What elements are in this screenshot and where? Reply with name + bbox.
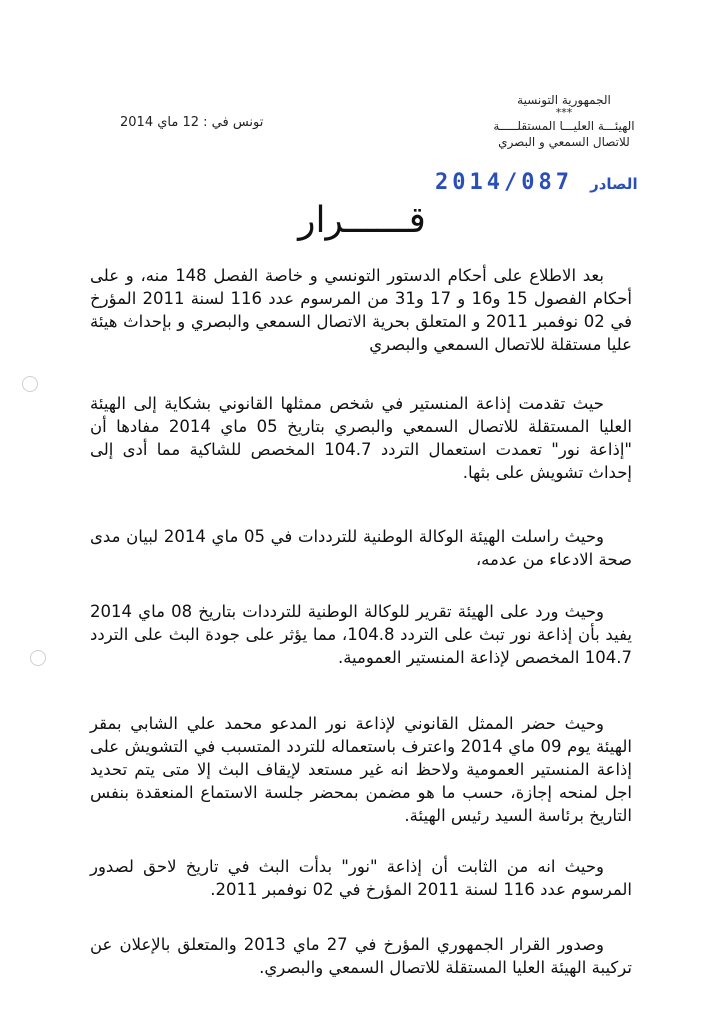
republic-name: الجمهورية التونسية — [517, 93, 611, 107]
authority-name-line2: للاتصال السمعي و البصري — [498, 135, 630, 149]
authority-name-line1: الهيئـــة العليـــا المستقلـــــة — [493, 119, 635, 133]
paragraph: بعد الاطلاع على أحكام الدستور التونسي و خاصة الفصل 148 منه، و على أحكام الفصول 15 و16 و 17 و31 من المرسوم عدد 116 لسنة 2011 المؤرخ في 02 نوفمبر 2011 و المتعلق بحرية الاتصال السمعي والبصري و بإحداث هيئة عليا مستقلة للاتصال السمعي والبصري — [90, 266, 633, 354]
paragraph-legal-basis — [90, 264, 632, 356]
paragraph: وحيث انه من الثابت أن إذاعة "نور" بدأت البث في تاريخ لاحق لصدور المرسوم عدد 116 لسنة 2011 المؤرخ في 02 نوفمبر 2011. — [90, 857, 632, 899]
stamp-label: الصادر — [590, 175, 638, 193]
paragraph-hearing — [90, 712, 632, 827]
paragraph-broadcast-start — [90, 855, 632, 901]
punch-hole-top — [22, 376, 38, 392]
stamp-number: 2014/087 — [435, 170, 573, 195]
paragraph-complaint — [90, 392, 632, 484]
paragraph: وحيث راسلت الهيئة الوكالة الوطنية للترددات في 05 ماي 2014 لبيان مدى صحة الادعاء من عدمه، — [90, 527, 632, 569]
paragraph: حيث تقدمت إذاعة المنستير في شخص ممثلها القانوني بشكاية إلى الهيئة العليا المستقلة للاتصال السمعي والبصري بتاريخ 05 ماي 2014 مفادها أن "إذاعة نور" تعمدت استعمال التردد 104.7 المخصص للشاكية مما أدى إلى إحداث تشويش على بثها. — [90, 394, 632, 482]
paragraph: وصدور القرار الجمهوري المؤرخ في 27 ماي 2013 والمتعلق بالإعلان عن تركيبة الهيئة العليا المستقلة للاتصال السمعي والبصري. — [90, 935, 632, 977]
paragraph-agency-contact — [90, 525, 632, 571]
letterhead — [464, 92, 664, 150]
punch-hole-bottom — [30, 650, 46, 666]
paragraph-agency-report — [90, 600, 632, 669]
paragraph: وحيث حضر الممثل القانوني لإذاعة نور المدعو محمد علي الشابي بمقر الهيئة يوم 09 ماي 2014 واعترف باستعماله للتردد المتسبب في التشويش على إذاعة المنستير العمومية ولاحظ انه غير مستعد لإيقاف البث إلا متى يتم تحديد اجل لمنحه إجازة، حسب ما هو مضمن بمحضر جلسة الاستماع المنعقدة بنفس التاريخ برئاسة السيد رئيس الهيئة. — [90, 714, 632, 825]
date-line: تونس في : 12 ماي 2014 — [120, 115, 264, 130]
stars-separator: *** — [555, 106, 573, 119]
document-title: قــــــرار — [298, 200, 426, 241]
outgoing-stamp — [435, 170, 638, 195]
paragraph: وحيث ورد على الهيئة تقرير للوكالة الوطنية للترددات بتاريخ 08 ماي 2014 يفيد بأن إذاعة نور تبث على التردد 104.8، مما يؤثر على جودة البث على التردد 104.7 المخصص لإذاعة المنستير العمومية. — [90, 602, 633, 667]
paragraph-presidential-decree — [90, 933, 632, 979]
